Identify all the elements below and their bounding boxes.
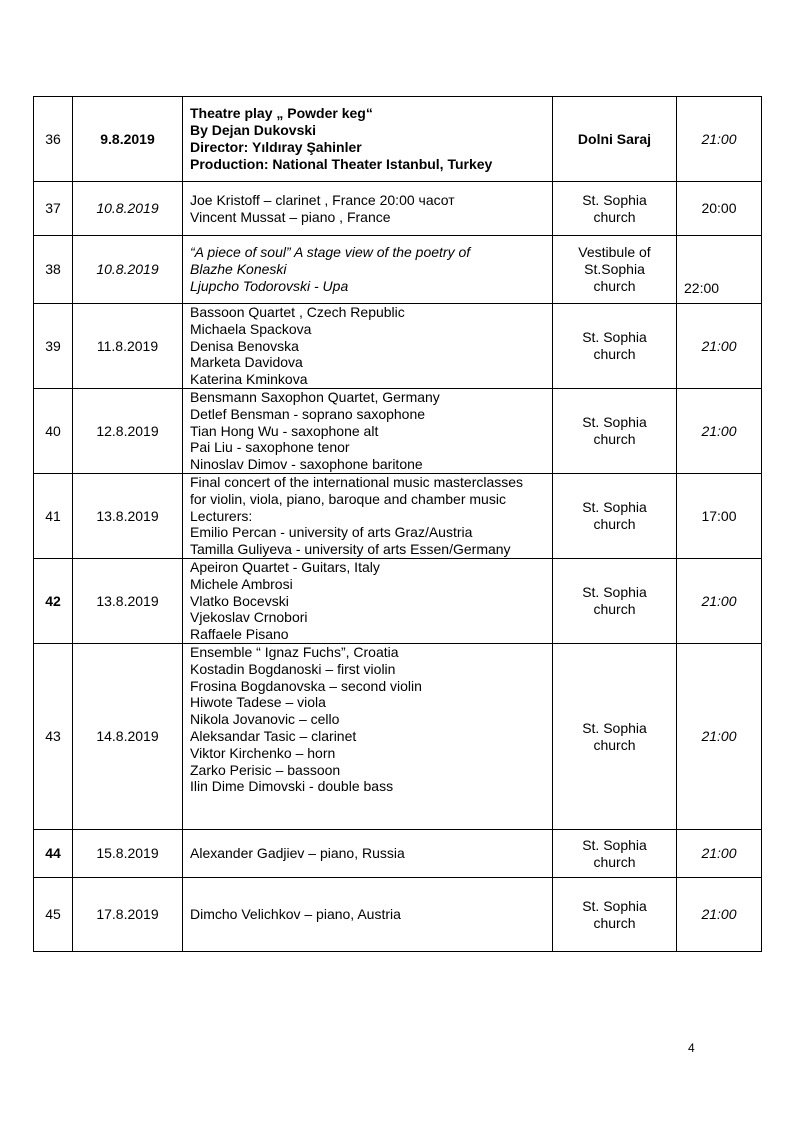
event-description — [183, 97, 553, 182]
venue-line: St.Sophia — [584, 261, 645, 278]
description-line: Michaela Spackova — [190, 320, 312, 337]
description-line: Joe Kristoff – clarinet , France 20:00 часот — [190, 191, 455, 208]
description-line: Nikola Jovanovic – cello — [190, 711, 340, 728]
description-line: Bassoon Quartet , Czech Republic — [190, 304, 405, 320]
venue-line: Vestibule of — [578, 244, 651, 261]
event-time: 21:00 — [677, 304, 762, 389]
description-line: Aleksandar Tasic – clarinet — [190, 727, 357, 744]
event-venue — [553, 304, 677, 389]
description-line: Ljupcho Todorovski - Upa — [190, 277, 349, 294]
event-description — [183, 830, 553, 878]
description-line: Vlatko Bocevski — [190, 592, 289, 609]
event-number: 39 — [34, 304, 73, 389]
event-time: 21:00 — [677, 644, 762, 830]
description-line: Alexander Gadjiev – piano, Russia — [190, 845, 405, 862]
description-line: Lecturers: — [190, 507, 253, 524]
event-venue — [553, 97, 677, 182]
page-number: 4 — [688, 1041, 695, 1055]
venue-line: church — [593, 601, 636, 617]
event-date: 12.8.2019 — [73, 389, 183, 474]
event-time: 21:00 — [677, 389, 762, 474]
description-line: Final concert of the international music masterclasses — [190, 474, 524, 490]
event-number: 36 — [34, 97, 73, 182]
event-time: 21:00 — [677, 559, 762, 644]
event-date: 15.8.2019 — [73, 830, 183, 878]
event-venue — [553, 474, 677, 559]
table-row — [34, 559, 762, 644]
event-time: 21:00 — [677, 97, 762, 182]
venue-line: church — [593, 431, 636, 447]
venue-line: St. Sophia — [582, 836, 647, 853]
event-time: 21:00 — [677, 878, 762, 952]
table-row — [34, 182, 762, 236]
event-number: 37 — [34, 182, 73, 236]
event-number: 44 — [34, 830, 73, 878]
event-date: 17.8.2019 — [73, 878, 183, 952]
venue-line: St. Sophia — [582, 897, 647, 914]
description-line: Blazhe Koneski — [190, 261, 287, 278]
table-row — [34, 97, 762, 182]
event-date: 9.8.2019 — [73, 97, 183, 182]
venue-line: Dolni Saraj — [577, 130, 652, 147]
event-date: 13.8.2019 — [73, 474, 183, 559]
event-venue — [553, 644, 677, 830]
event-description — [183, 559, 553, 644]
event-date: 10.8.2019 — [73, 182, 183, 236]
description-line: Raffaele Pisano — [190, 626, 289, 643]
description-line: Kostadin Bogdanoski – first violin — [190, 660, 396, 677]
description-line: Vjekoslav Crnobori — [190, 609, 308, 626]
description-line: for violin, viola, piano, baroque and chamber music — [190, 490, 506, 507]
description-line: Detlef Bensman - soprano saxophone — [190, 405, 426, 422]
venue-line: St. Sophia — [582, 719, 647, 736]
event-number: 41 — [34, 474, 73, 559]
description-line: Vincent Mussat – piano , France — [190, 208, 391, 225]
description-line: Michele Ambrosi — [190, 575, 293, 592]
description-line: Frosina Bogdanovska – second violin — [190, 677, 422, 694]
event-number: 42 — [34, 559, 73, 644]
description-line: Theatre play „ Powder keg“ — [190, 105, 373, 122]
description-line: Dimcho Velichkov – piano, Austria — [190, 906, 401, 923]
event-number: 43 — [34, 644, 73, 830]
event-description — [183, 878, 553, 952]
description-line: Tian Hong Wu - saxophone alt — [190, 422, 379, 439]
event-venue — [553, 182, 677, 236]
venue-line: church — [593, 346, 636, 362]
event-time: 20:00 — [677, 182, 762, 236]
event-number: 38 — [34, 236, 73, 304]
venue-line: St. Sophia — [582, 499, 647, 516]
event-date: 13.8.2019 — [73, 559, 183, 644]
table-row — [34, 304, 762, 389]
description-line: Pai Liu - saxophone tenor — [190, 439, 350, 456]
event-venue — [553, 559, 677, 644]
venue-line: church — [593, 853, 636, 870]
description-line: By Dejan Dukovski — [190, 122, 317, 139]
event-number: 40 — [34, 389, 73, 474]
event-description — [183, 304, 553, 389]
table-row — [34, 644, 762, 830]
description-line: Production: National Theater Istanbul, Turkey — [190, 155, 493, 172]
venue-line: church — [593, 208, 636, 225]
event-venue — [553, 236, 677, 304]
venue-line: church — [593, 516, 636, 532]
event-time: 17:00 — [677, 474, 762, 559]
event-description — [183, 236, 553, 304]
venue-line: St. Sophia — [582, 414, 647, 431]
description-line: Ilin Dime Dimovski - double bass — [190, 778, 394, 795]
table-row — [34, 389, 762, 474]
description-line: Hiwote Tadese – viola — [190, 694, 326, 711]
description-line: Zarko Perisic – bassoon — [190, 761, 341, 778]
description-line: Tamilla Guliyeva - university of arts Essen/Germany — [190, 541, 511, 558]
table-row — [34, 878, 762, 952]
table-row — [34, 474, 762, 559]
venue-line: St. Sophia — [582, 584, 647, 601]
description-line: Marketa Davidova — [190, 354, 303, 371]
description-line: Denisa Benovska — [190, 337, 299, 354]
description-line: Viktor Kirchenko – horn — [190, 744, 336, 761]
description-line: Bensmann Saxophon Quartet, Germany — [190, 389, 440, 405]
event-description — [183, 389, 553, 474]
event-number: 45 — [34, 878, 73, 952]
description-line: “A piece of soul” A stage view of the poetry of — [190, 244, 471, 261]
event-venue — [553, 878, 677, 952]
description-line: Ninoslav Dimov - saxophone baritone — [190, 456, 423, 473]
event-venue — [553, 389, 677, 474]
venue-line: St. Sophia — [582, 191, 647, 208]
venue-line: church — [593, 736, 636, 753]
event-date: 10.8.2019 — [73, 236, 183, 304]
table-row — [34, 830, 762, 878]
event-time: 22:00 — [677, 236, 762, 304]
event-description — [183, 182, 553, 236]
venue-line: church — [593, 277, 636, 294]
description-line: Director: Yıldıray Şahinler — [190, 139, 362, 155]
venue-line: church — [593, 914, 636, 931]
description-line: Emilio Percan - university of arts Graz/Austria — [190, 524, 473, 541]
description-line: Apeiron Quartet - Guitars, Italy — [190, 559, 380, 575]
description-line: Ensemble “ Ignaz Fuchs”, Croatia — [190, 644, 399, 660]
event-description — [183, 644, 553, 830]
event-date: 11.8.2019 — [73, 304, 183, 389]
venue-line: St. Sophia — [582, 329, 647, 346]
event-time: 21:00 — [677, 830, 762, 878]
schedule-table — [33, 96, 762, 952]
event-description — [183, 474, 553, 559]
event-venue — [553, 830, 677, 878]
table-row — [34, 236, 762, 304]
description-line: Katerina Kminkova — [190, 371, 308, 388]
event-date: 14.8.2019 — [73, 644, 183, 830]
